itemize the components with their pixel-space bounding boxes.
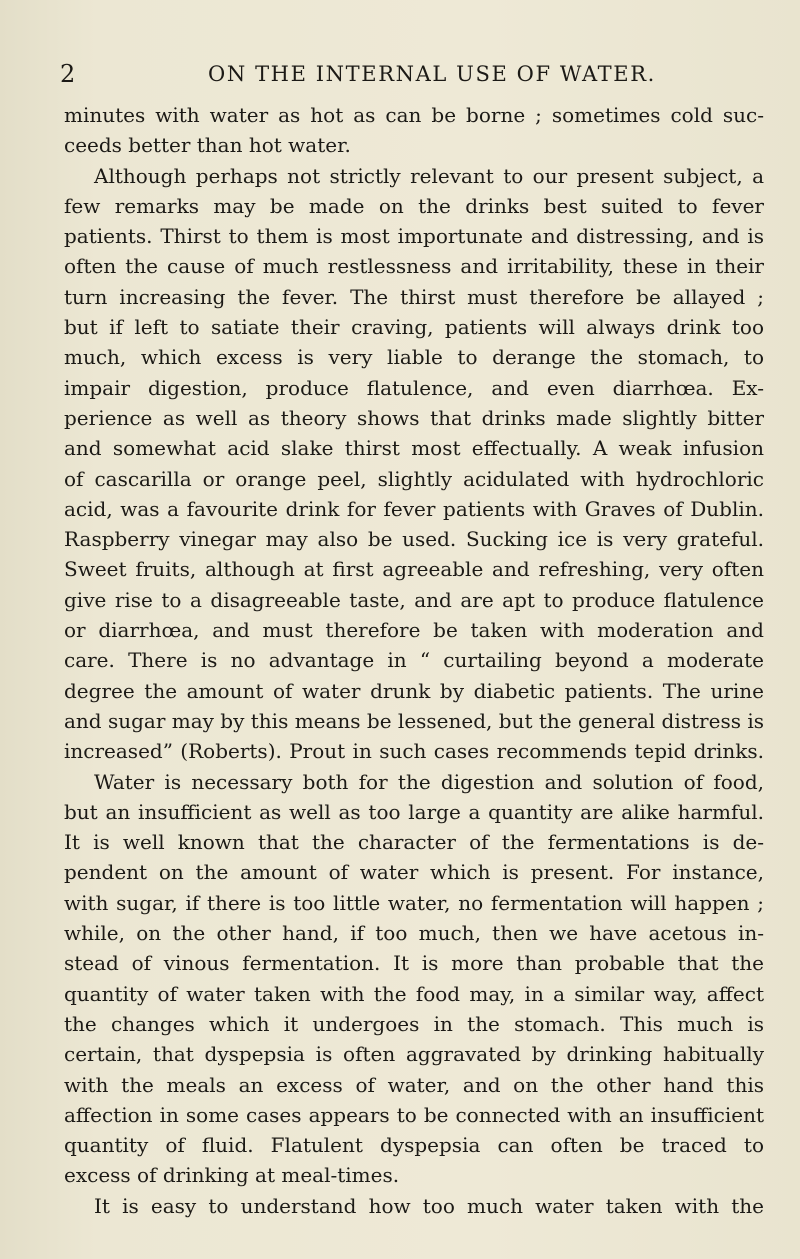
- text-line: but if left to satiate their craving, patients will always drink too: [64, 315, 764, 340]
- text-line: of cascarilla or orange peel, slightly acidulated with hydrochloric: [64, 466, 764, 491]
- text-line: impair digestion, produce flatulence, and even diarrhœa. Ex-: [64, 375, 764, 400]
- body-text: [64, 100, 764, 1221]
- text-line: but an insufficient as well as too large a quantity are alike harmful.: [64, 799, 764, 824]
- text-line: few remarks may be made on the drinks best suited to fever: [64, 193, 764, 218]
- text-line: pendent on the amount of water which is present. For instance,: [64, 860, 764, 885]
- text-line: stead of vinous fermentation. It is more than probable that the: [64, 951, 764, 976]
- text-line: the changes which it undergoes in the stomach. This much is: [64, 1011, 764, 1036]
- text-line: give rise to a disagreeable taste, and are apt to produce flatulence: [64, 587, 764, 612]
- text-line: with sugar, if there is too little water, no fermentation will happen ;: [64, 890, 764, 915]
- text-line: or diarrhœa, and must therefore be taken with moderation and: [64, 618, 764, 643]
- text-line: perience as well as theory shows that drinks made slightly bitter: [64, 405, 764, 430]
- text-line: excess of drinking at meal-times.: [64, 1163, 400, 1188]
- text-line: Raspberry vinegar may also be used. Sucking ice is very grateful.: [64, 527, 764, 552]
- text-line: affection in some cases appears to be connected with an insufficient: [64, 1102, 764, 1127]
- text-line: certain, that dyspepsia is often aggravated by drinking habitually: [64, 1042, 764, 1067]
- text-line: increased” (Roberts). Prout in such cases recommends tepid drinks.: [64, 739, 764, 764]
- running-title: ON THE INTERNAL USE OF WATER.: [208, 62, 656, 86]
- page-header: [0, 60, 800, 100]
- text-line: Sweet fruits, although at first agreeable and refreshing, very often: [64, 557, 764, 582]
- text-line: acid, was a favourite drink for fever patients with Graves of Dublin.: [64, 496, 764, 521]
- text-line: degree the amount of water drunk by diabetic patients. The urine: [64, 678, 764, 703]
- text-line: It is easy to understand how too much water taken with the: [94, 1193, 764, 1218]
- text-line: often the cause of much restlessness and irritability, these in their: [64, 254, 764, 279]
- text-line: patients. Thirst to them is most importunate and distressing, and is: [64, 224, 764, 249]
- text-line: while, on the other hand, if too much, then we have acetous in-: [64, 921, 764, 946]
- text-line: and somewhat acid slake thirst most effectually. A weak infusion: [64, 436, 764, 461]
- page-number: 2: [60, 60, 77, 88]
- text-line: quantity of fluid. Flatulent dyspepsia can often be traced to: [64, 1133, 764, 1158]
- text-line: Water is necessary both for the digestion and solution of food,: [94, 769, 764, 794]
- text-line: and sugar may by this means be lessened, but the general distress is: [64, 708, 764, 733]
- text-line: ceeds better than hot water.: [64, 133, 351, 158]
- text-line: turn increasing the fever. The thirst must therefore be allayed ;: [64, 284, 764, 309]
- text-line: It is well known that the character of the fermentations is de-: [64, 830, 764, 855]
- text-line: with the meals an excess of water, and on the other hand this: [64, 1072, 764, 1097]
- text-line: Although perhaps not strictly relevant to our present subject, a: [94, 163, 764, 188]
- text-line: care. There is no advantage in “ curtailing beyond a moderate: [64, 648, 764, 673]
- text-line: much, which excess is very liable to derange the stomach, to: [64, 345, 764, 370]
- text-line: quantity of water taken with the food may, in a similar way, affect: [64, 981, 764, 1006]
- text-line: minutes with water as hot as can be borne ; sometimes cold suc-: [64, 103, 764, 127]
